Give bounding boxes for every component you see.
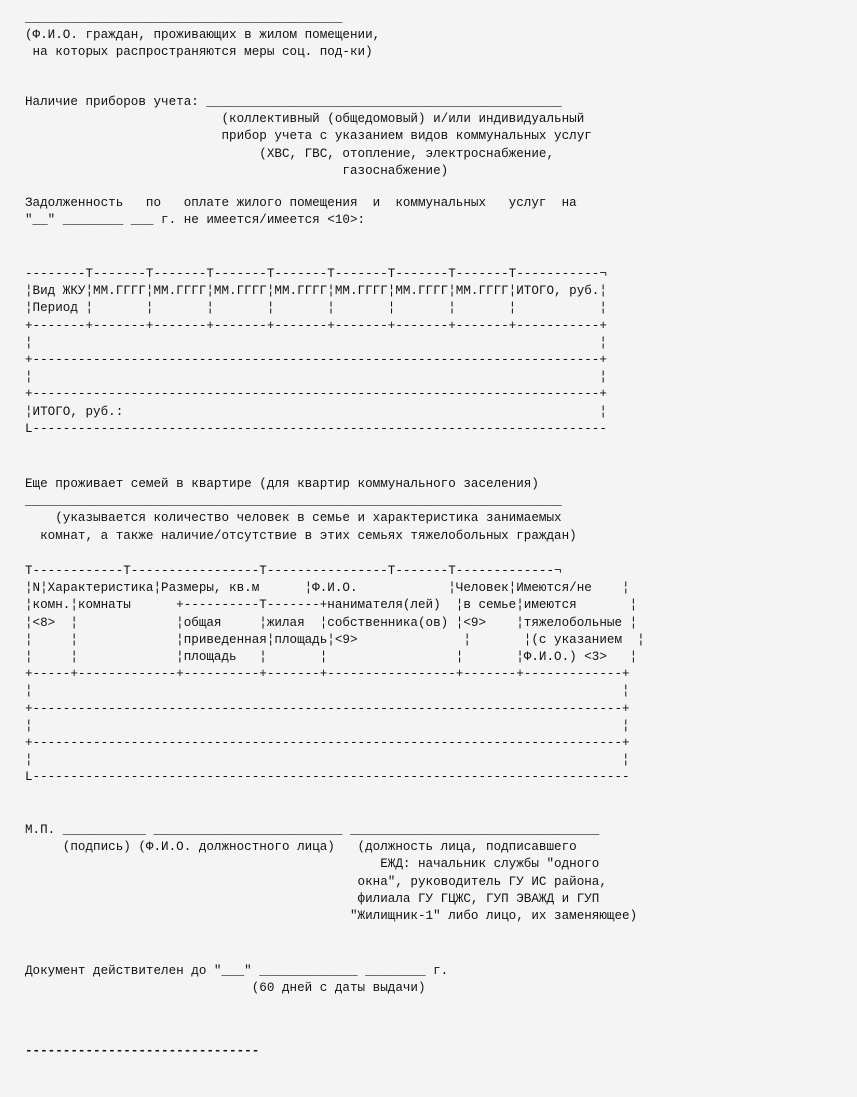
signature-caption-line-5: "Жилищник-1" либо лицо, их заменяющее): [25, 909, 638, 924]
signature-block: [25, 822, 637, 925]
rooms-table: [25, 563, 645, 787]
debt-table-separator: +---------------------------------------------------------------------------+: [25, 353, 607, 368]
meters-caption-line-1: (коллективный (общедомовый) и/или индивидуальный: [25, 112, 585, 127]
debt-table-bottom-border: L----------------------------------------------------------------------------: [25, 421, 607, 436]
recipients-caption: [25, 10, 380, 62]
families-caption-line-1: (указывается количество человек в семье и характеристика занимаемых: [25, 511, 562, 526]
rooms-table-separator: +------------------------------------------------------------------------------+: [25, 701, 630, 716]
rooms-table-separator: +------------------------------------------------------------------------------+: [25, 736, 630, 751]
rooms-table-row: ¦ ¦: [25, 753, 630, 768]
signature-caption-line-1: (подпись) (Ф.И.О. должностного лица) (должность лица, подписавшего: [25, 840, 577, 855]
families-section: [25, 476, 577, 545]
debt-table-header-row-1: ¦Вид ЖКУ¦ММ.ГГГГ¦ММ.ГГГГ¦ММ.ГГГГ¦ММ.ГГГГ¦ММ.ГГГГ¦ММ.ГГГГ¦ММ.ГГГГ¦ИТОГО, руб.¦: [25, 284, 607, 299]
meters-caption-line-2: прибор учета с указанием видов коммунальных услуг: [25, 129, 592, 144]
footnote-divider: -------------------------------: [25, 1044, 260, 1058]
rooms-table-row: ¦ ¦: [25, 684, 630, 699]
debt-table-separator: +-------+-------+-------+-------+-------+-------+-------+-------+-----------+: [25, 318, 607, 333]
signature-caption-line-3: окна", руководитель ГУ ИС района,: [25, 874, 607, 889]
debt-table: [25, 266, 607, 438]
meters-caption-line-4: газоснабжение): [25, 163, 449, 178]
rooms-table-header-row-5: ¦ ¦ ¦площадь ¦ ¦ ¦ ¦Ф.И.О.) <3> ¦: [25, 650, 638, 665]
debt-table-total-row: ¦ИТОГО, руб.: ¦: [25, 404, 607, 419]
families-label: Еще проживает семей в квартире (для квартир коммунального заселения): [25, 477, 539, 491]
debt-table-row: ¦ ¦: [25, 370, 607, 385]
signature-caption-line-4: филиала ГУ ГЦЖС, ГУП ЭВАЖД и ГУП: [25, 891, 600, 906]
signature-lines: М.П. ___________ _________________________ _________________________________: [25, 823, 600, 837]
families-caption-line-2: комнат, а также наличие/отсутствие в этих семьях тяжелобольных граждан): [25, 528, 577, 543]
validity-caption: (60 дней с даты выдачи): [25, 981, 426, 996]
debt-table-separator: +---------------------------------------------------------------------------+: [25, 387, 607, 402]
debt-table-row: ¦ ¦: [25, 335, 607, 350]
rooms-table-bottom-border: L-------------------------------------------------------------------------------: [25, 770, 630, 785]
debt-line-2: "__" ________ ___ г. не имеется/имеется <10>:: [25, 213, 366, 228]
rooms-table-header-row-2: ¦комн.¦комнаты +----------T-------+нанимателя(лей) ¦в семье¦имеются ¦: [25, 598, 638, 613]
recipients-caption-line-1: (Ф.И.О. граждан, проживающих в жилом помещении,: [25, 28, 381, 43]
recipients-caption-line-2: на которых распространяются меры соц. под-ки): [25, 45, 373, 60]
meters-section: [25, 94, 592, 180]
recipients-line: __________________________________________: [25, 11, 343, 25]
debt-statement: [25, 195, 577, 229]
families-fill-line: _______________________________________________________________________: [25, 494, 562, 509]
rooms-table-top-border: T------------T-----------------T----------------T-------T-------------¬: [25, 564, 562, 578]
rooms-table-row: ¦ ¦: [25, 718, 630, 733]
meters-caption-line-3: (ХВС, ГВС, отопление, электроснабжение,: [25, 146, 555, 161]
debt-line-1: Задолженность по оплате жилого помещения и коммунальных услуг на: [25, 196, 577, 210]
debt-table-top-border: --------T-------T-------T-------T-------T-------T-------T-------T-----------¬: [25, 267, 607, 281]
signature-caption-line-2: ЕЖД: начальник службы "одного: [25, 857, 600, 872]
rooms-table-header-row-1: ¦N¦Характеристика¦Размеры, кв.м ¦Ф.И.О. ¦Человек¦Имеются/не ¦: [25, 581, 630, 596]
rooms-table-header-row-3: ¦<8> ¦ ¦общая ¦жилая ¦собственника(ов) ¦<9> ¦тяжелобольные ¦: [25, 615, 638, 630]
validity-block: [25, 963, 448, 997]
rooms-table-separator: +-----+-------------+----------+-------+-----------------+-------+-------------+: [25, 667, 630, 682]
validity-line: Документ действителен до "___" _____________ ________ г.: [25, 964, 449, 978]
meters-label: Наличие приборов учета: _______________________________________________: [25, 95, 562, 109]
rooms-table-header-row-4: ¦ ¦ ¦приведенная¦площадь¦<9> ¦ ¦(с указанием ¦: [25, 632, 645, 647]
debt-table-header-row-2: ¦Период ¦ ¦ ¦ ¦ ¦ ¦ ¦ ¦ ¦: [25, 301, 607, 316]
